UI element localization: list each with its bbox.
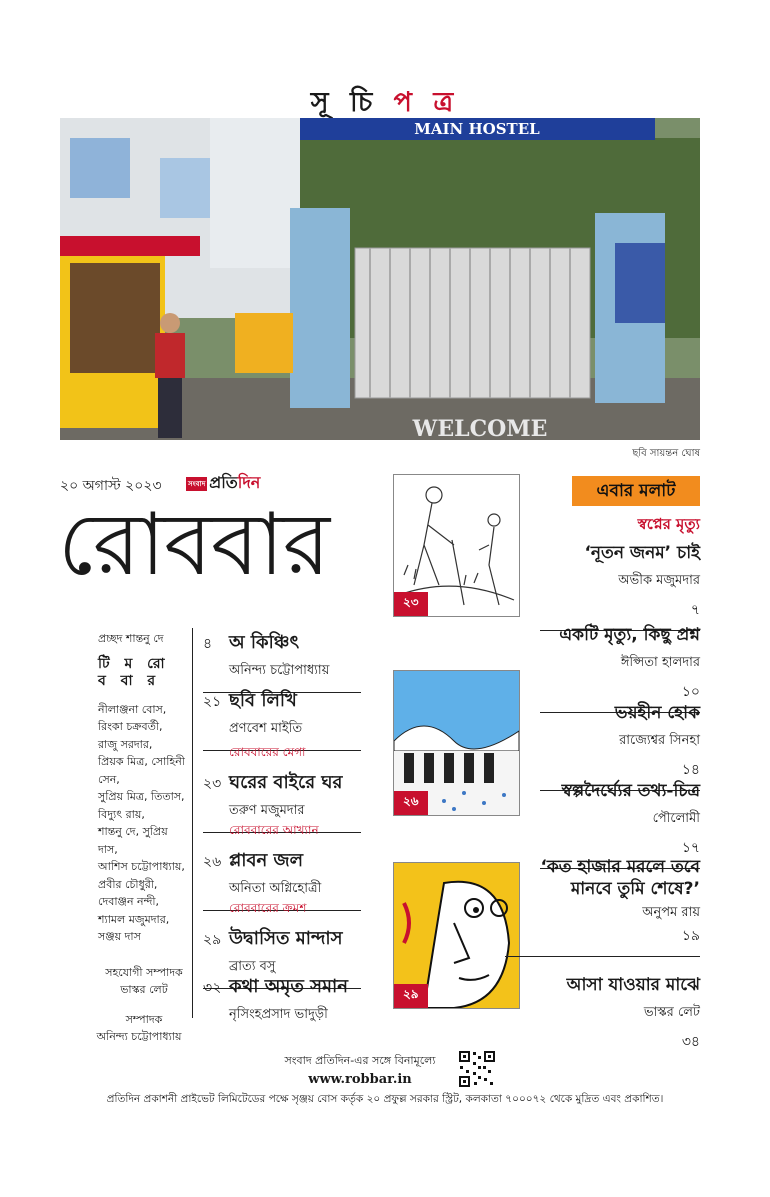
- team-member: দেবাঞ্জন নন্দী,: [98, 895, 160, 908]
- cover-item-author: ঈপ্সিতা হালদার: [620, 655, 700, 670]
- assoc-editor-name: ভাস্কর লেট: [120, 983, 168, 996]
- cover-item-title: ‘কত হাজার মরলে তবে মানবে তুমি শেষে?’: [540, 857, 700, 899]
- illustration-page-29: ২৯: [394, 984, 428, 1008]
- cover-item-author: ভাস্কর লেট: [643, 1005, 700, 1020]
- illustration-flood: [393, 670, 520, 816]
- toc-title: প্লাবন জল: [229, 850, 304, 871]
- qr-code-icon: [458, 1050, 496, 1088]
- toc-page-number: ২৩: [203, 776, 222, 792]
- cover-item-author: রাজ্যেশ্বর সিনহা: [619, 733, 700, 748]
- team-member: প্রবীর চৌধুরী,: [98, 877, 158, 891]
- cover-item-author: অনুপম রায়: [642, 905, 700, 920]
- assoc-editor-label: সহযোগী সম্পাদক: [105, 965, 183, 979]
- toc-page-number: ২৬: [203, 854, 222, 870]
- team-member: শান্তনু দে, সুপ্রিয় দাস,: [98, 825, 168, 856]
- toc-entry[interactable]: [203, 628, 363, 693]
- team-label: টি ম রো ব বা র: [98, 655, 170, 689]
- illustration-face: [393, 862, 520, 1009]
- footer-note: সংবাদ প্রতিদিন-এর সঙ্গে বিনামূল্যে: [284, 1054, 436, 1067]
- toc-entry[interactable]: [203, 822, 363, 911]
- logo-small-text: সংবাদ: [186, 477, 207, 491]
- team-member: সঞ্জয় দাস: [98, 930, 141, 943]
- toc-title: উদ্বাসিত মান্দাস: [229, 928, 343, 949]
- cover-item[interactable]: [540, 540, 700, 631]
- logo-part-a: প্রতি: [209, 473, 238, 492]
- toc-title: ঘরের বাইরে ঘর: [229, 772, 343, 793]
- cover-item-page: ১৭: [681, 840, 700, 856]
- cover-item[interactable]: [505, 856, 700, 957]
- toc-author: ব্রাত্য বসু: [229, 959, 276, 974]
- page-title-part1: সূ চি: [310, 87, 379, 118]
- cover-item-title: একটি মৃত্যু, কিছু প্রশ্ন: [559, 625, 700, 645]
- toc-section-label: রোববারের আখ্যান: [229, 823, 319, 837]
- cover-item[interactable]: [540, 972, 700, 1054]
- toc-section-label: রোববারের ক্রমশ: [229, 901, 307, 915]
- logo-part-b: দিন: [237, 473, 261, 492]
- column-divider: [192, 628, 193, 1018]
- toc-entry[interactable]: [203, 972, 363, 1026]
- team-member: সুপ্রিয় মিত্র, তিতাস,: [98, 790, 185, 803]
- cover-item-title: আসা যাওয়ার মাঝে: [566, 975, 700, 995]
- toc-entry[interactable]: [203, 744, 363, 833]
- cover-item-page: ১৪: [681, 762, 700, 778]
- cover-item-page: ১০: [681, 684, 700, 700]
- cover-story-badge: এবার মলাট: [572, 476, 700, 506]
- cover-item-page: ১৯: [681, 928, 700, 944]
- qr-code[interactable]: [458, 1050, 496, 1088]
- cover-item-page: ৭: [690, 602, 700, 618]
- publisher-imprint: প্রতিদিন প্রকাশনী প্রাইভেট লিমিটেডের পক্ষে সৃঞ্জয় বোস কর্তৃক ২০ প্রফুল্ল সরকার স্ট্রিট, কলকাতা ৭০০০৭২ থেকে মুদ্রিত এবং প্রকাশিত।: [106, 1093, 664, 1105]
- cover-item-author: অভীক মজুমদার: [618, 573, 700, 588]
- illustration-page-26: ২৬: [394, 791, 428, 815]
- illustration-page-23: ২৩: [394, 592, 428, 616]
- cover-item-rule: [505, 956, 700, 957]
- cover-photo-illustration: [60, 118, 700, 440]
- toc-page-number: ২৯: [203, 932, 222, 948]
- cover-item-author: পৌলোমী: [652, 811, 700, 826]
- website-link[interactable]: www.robbar.in: [308, 1072, 412, 1087]
- editor-label: সম্পাদক: [125, 1012, 163, 1026]
- welcome-text: WELCOME: [412, 416, 548, 440]
- team-member: বিদ্যুৎ রায়,: [98, 807, 145, 821]
- hostel-sign: MAIN HOSTEL: [414, 120, 540, 138]
- toc-page-number: ৪: [203, 636, 213, 652]
- team-member: আশিস চট্টোপাধ্যায়,: [98, 860, 185, 873]
- toc-section-label: রোববারের মেগা: [229, 745, 306, 759]
- toc-title: ছবি লিখি: [229, 690, 297, 711]
- toc-page-number: ৩২: [203, 980, 222, 996]
- toc-page-number: ২১: [203, 694, 222, 710]
- editor-name: অনিন্দ্য চট্টোপাধ্যায়: [96, 1030, 182, 1043]
- toc-author: প্রণবেশ মাইতি: [229, 721, 303, 736]
- team-member: রাজু সরদার,: [98, 737, 153, 751]
- toc-author: অনিতা অগ্নিহোত্রী: [229, 881, 322, 896]
- team-member: নীলাঞ্জনা বোস,: [98, 702, 167, 716]
- credits-column: [98, 630, 190, 1046]
- toc-author: নৃসিংহপ্রসাদ ভাদুড়ী: [229, 1007, 328, 1022]
- illustration-farmers: [393, 474, 520, 617]
- team-list: [98, 701, 190, 946]
- pratidin-logo: [186, 470, 260, 497]
- cover-artist-credit: প্রচ্ছদ শান্তনু দে: [98, 632, 164, 645]
- photo-credit: ছবি সায়ন্তন ঘোষ: [632, 448, 700, 459]
- team-member: রিংকা চক্রবর্তী,: [98, 720, 163, 733]
- cover-item-title: ‘নূতন জনম’ চাই: [584, 543, 700, 563]
- toc-entry[interactable]: [203, 686, 363, 751]
- toc-author: অনিন্দ্য চট্টোপাধ্যায়: [229, 663, 330, 678]
- team-member: প্রিয়ক মিত্র, সোহিনী সেন,: [98, 755, 185, 786]
- cover-item-title: স্বল্পদৈর্ঘ্যের তথ্য-চিত্র: [561, 781, 700, 801]
- team-member: শ্যামল মজুমদার,: [98, 912, 170, 926]
- issue-date: ২০ অগাস্ট ২০২৩: [60, 478, 162, 494]
- masthead-title: রোববার: [58, 495, 330, 595]
- toc-author: তরুণ মজুমদার: [229, 803, 305, 818]
- toc-title: কথা অমৃত সমান: [229, 976, 348, 997]
- page-title-part2: প ত্র: [393, 87, 460, 118]
- toc-title: অ কিঞ্চিৎ: [229, 632, 300, 653]
- cover-story-title: স্বপ্নের মৃত্যু: [637, 515, 700, 533]
- cover-photo: [60, 118, 700, 440]
- cover-item-title: ভয়হীন হোক: [614, 703, 700, 723]
- cover-item-page: ৩৪: [681, 1034, 700, 1050]
